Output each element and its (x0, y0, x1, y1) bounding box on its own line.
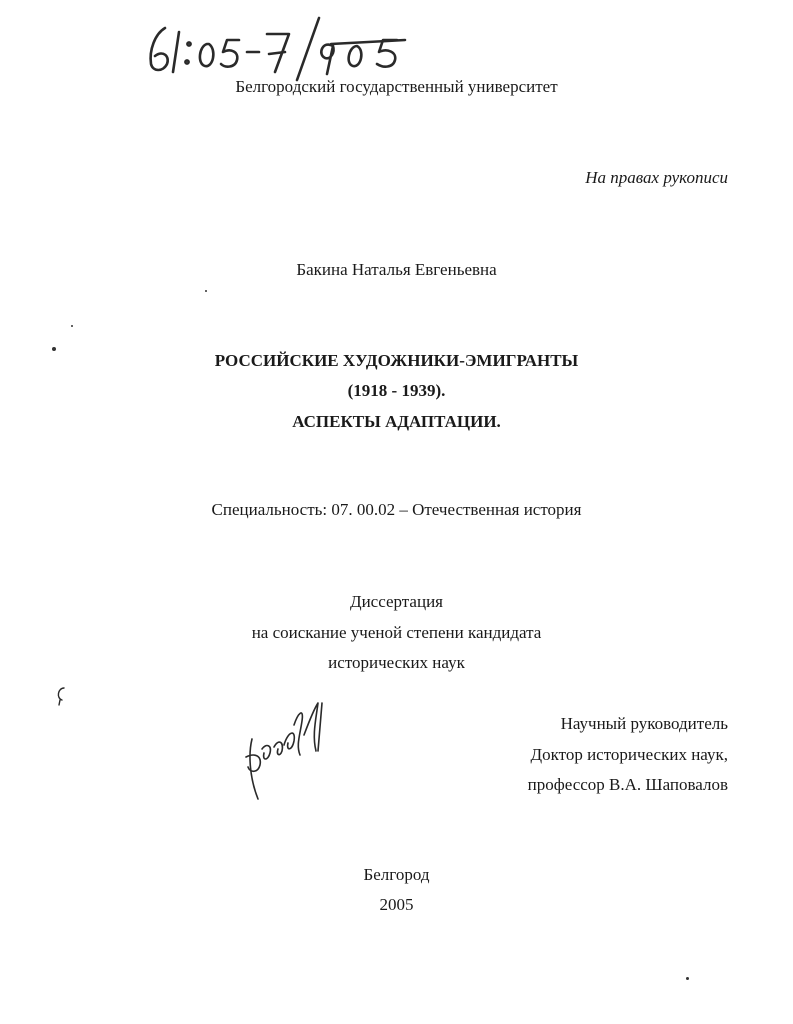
dissertation-title-line-1: РОССИЙСКИЕ ХУДОЖНИКИ-ЭМИГРАНТЫ (214, 351, 579, 370)
scan-speck (205, 290, 207, 292)
dissertation-type: Диссертация (349, 592, 443, 611)
author-name: Бакина Наталья Евгеньевна (296, 260, 497, 279)
manuscript-rights: На правах рукописи (585, 168, 728, 187)
dissertation-title-line-3: АСПЕКТЫ АДАПТАЦИИ. (292, 412, 501, 431)
margin-mark (54, 684, 68, 706)
supervisor-degree: Доктор исторических наук, (530, 745, 728, 764)
scan-speck (686, 977, 689, 980)
handwritten-signature (238, 695, 333, 805)
specialty: Специальность: 07. 00.02 – Отечественная история (211, 500, 582, 519)
dissertation-field: исторических наук (328, 653, 465, 672)
supervisor-name: профессор В.А. Шаповалов (527, 775, 728, 794)
scan-speck (52, 347, 56, 351)
dissertation-degree: на соискание ученой степени кандидата (251, 623, 542, 642)
catalog-number-text: 61:05-7/905 (135, 10, 140, 11)
university-name: Белгородский государственный университет (235, 77, 558, 96)
year: 2005 (379, 895, 414, 914)
handwritten-catalog-number (135, 10, 425, 82)
supervisor-label: Научный руководитель (560, 714, 728, 733)
dissertation-title-line-2: (1918 - 1939). (347, 381, 446, 400)
scan-speck (71, 325, 73, 327)
city: Белгород (363, 865, 430, 884)
